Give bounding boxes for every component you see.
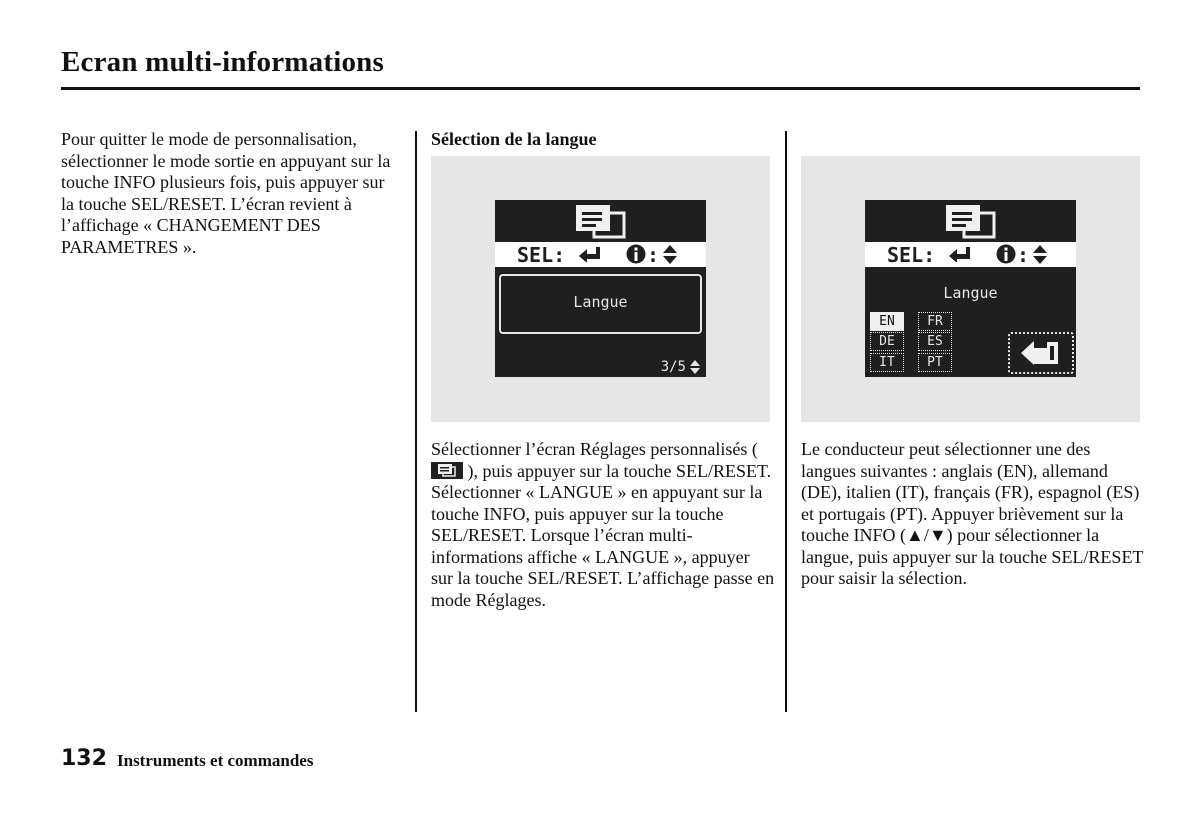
arrow-slash: /	[923, 525, 929, 545]
display-figure-2	[801, 156, 1140, 422]
column3-text-b: ) pour sélectionner la langue, puis appuyer sur la touche SEL/RESET pour saisir la sélection.	[801, 525, 1144, 588]
column3-text-a: Le conducteur peut sélectionner une des langues suivantes : anglais (EN), allemand (DE), italien (IT), français (FR), espagnol (ES) et portugais (PT). Appuyer brièvement sur la touche INFO (	[801, 439, 1140, 545]
lcd-screen-2	[865, 200, 1076, 377]
language-option-it[interactable]: IT	[870, 353, 904, 372]
column2-text-a: Sélectionner l’écran Réglages personnalisés (	[431, 439, 758, 459]
info-icon	[996, 244, 1016, 264]
customize-screens-icon	[574, 203, 628, 239]
column1-paragraph: Pour quitter le mode de personnalisation, sélectionner le mode sortie en appuyant sur la touche INFO plusieurs fois, puis appuyer sur la touche SEL/RESET. L’écran revient à l’affichage « CHANGEMENT DES PARAMETRES ».	[61, 129, 391, 257]
lcd-screen-1	[495, 200, 706, 377]
back-arrow-icon	[1021, 339, 1061, 367]
sel-label: SEL:	[517, 243, 566, 267]
column-divider-2	[785, 131, 787, 712]
column-divider-1	[415, 131, 417, 712]
info-colon: :	[647, 243, 660, 267]
lcd-status-bar	[865, 242, 1076, 267]
page-arrows-icon	[690, 360, 700, 374]
up-arrow-icon: ▲	[905, 525, 924, 545]
section-heading: Sélection de la langue	[431, 129, 597, 149]
language-title: Langue	[943, 284, 998, 302]
up-down-arrows-icon	[1033, 245, 1047, 264]
enter-icon	[579, 246, 601, 262]
display-figure-1	[431, 156, 770, 422]
language-option-fr[interactable]: FR	[918, 312, 952, 331]
language-option-de[interactable]: DE	[870, 332, 904, 351]
language-option-pt[interactable]: PT	[918, 353, 952, 372]
page-indicator: 3/5	[660, 359, 686, 375]
page-title: Ecran multi-informations	[61, 46, 384, 78]
info-icon	[626, 244, 646, 264]
customize-screens-inline-icon	[431, 462, 463, 479]
down-arrow-icon: ▼	[928, 525, 947, 545]
title-rule	[61, 87, 1140, 90]
back-button[interactable]	[1008, 332, 1074, 374]
section-label: Instruments et commandes	[117, 751, 314, 770]
column2-text-b: ), puis appuyer sur la touche SEL/RESET. Sélectionner « LANGUE » en appuyant sur la touche INFO, puis appuyer sur la touche SEL/RESET. Lorsque l’écran multi-informations affiche « LANGUE », appuyer sur la touche SEL/RESET. L’affichage passe en mode Réglages.	[431, 460, 775, 610]
sel-label: SEL:	[887, 243, 936, 267]
menu-item-box	[499, 274, 702, 334]
column2-paragraph	[431, 439, 776, 611]
lcd-status-bar	[495, 242, 706, 267]
customize-screens-icon	[944, 203, 998, 239]
info-colon: :	[1017, 243, 1030, 267]
menu-item-label: Langue	[573, 293, 628, 311]
up-down-arrows-icon	[663, 245, 677, 264]
page-number: 132	[61, 746, 107, 771]
language-option-en[interactable]: EN	[870, 312, 904, 331]
language-option-es[interactable]: ES	[918, 332, 952, 351]
enter-icon	[949, 246, 971, 262]
column3-paragraph	[801, 439, 1146, 590]
